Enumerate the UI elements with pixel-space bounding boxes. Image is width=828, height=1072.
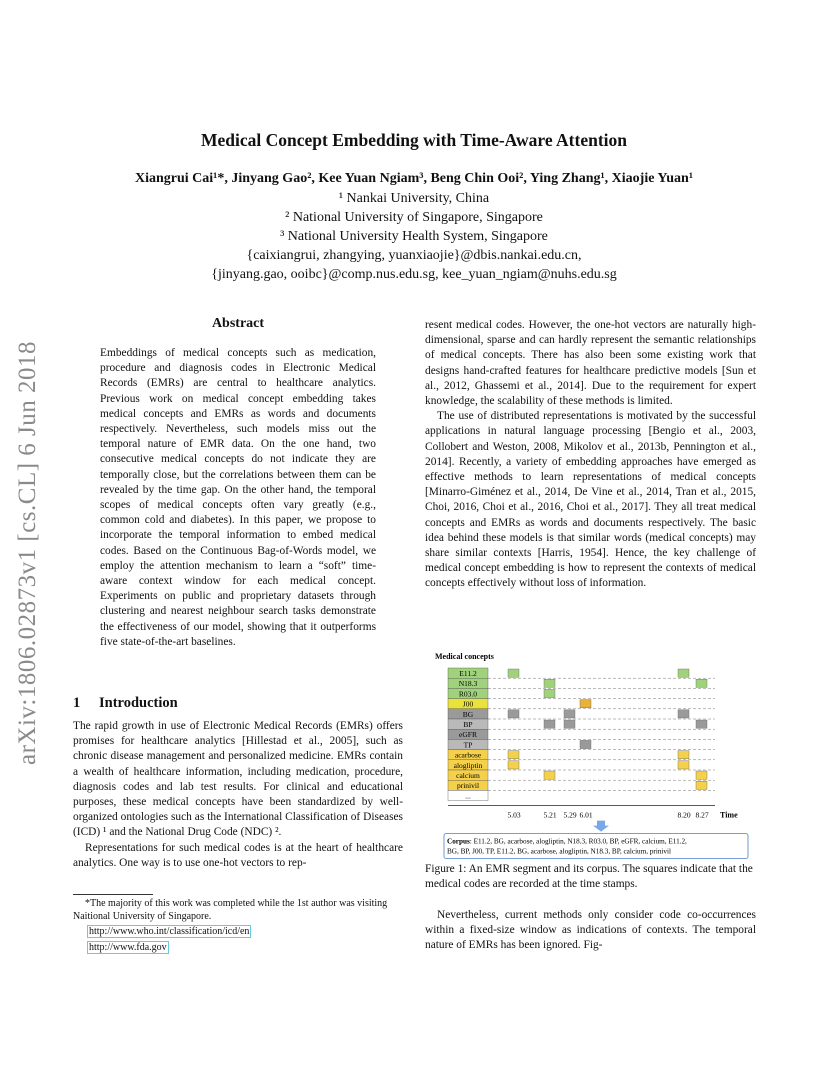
event-square bbox=[564, 720, 575, 728]
paper-title: Medical Concept Embedding with Time-Aware Attention bbox=[201, 130, 627, 150]
time-tick-label: 6.01 bbox=[579, 810, 593, 820]
event-square bbox=[696, 781, 707, 789]
event-square bbox=[678, 761, 689, 769]
footnote-link-2[interactable]: http://www.fda.gov bbox=[89, 942, 167, 953]
event-square bbox=[564, 710, 575, 718]
figure-1 bbox=[430, 650, 760, 860]
event-square bbox=[678, 751, 689, 759]
intro-paragraph-2: Representations for such medical codes is at the heart of healthcare analytics. One way is to use one-hot vectors to rep- bbox=[73, 841, 403, 869]
event-square bbox=[508, 751, 519, 759]
event-square bbox=[678, 710, 689, 718]
event-square bbox=[544, 720, 555, 728]
emr-timeline-figure bbox=[430, 650, 760, 860]
event-square bbox=[544, 689, 555, 697]
arxiv-stamp: arXiv:1806.02873v1 [cs.CL] 6 Jun 2018 bbox=[14, 340, 41, 765]
section-title: Introduction bbox=[99, 695, 178, 711]
down-arrow-icon bbox=[593, 821, 609, 832]
event-square bbox=[678, 669, 689, 677]
event-square bbox=[580, 700, 591, 708]
time-tick-label: 8.20 bbox=[677, 810, 691, 820]
email-line-1: {caixiangrui, zhangying, yuanxiaojie}@dbis.nankai.edu.cn, bbox=[246, 248, 582, 263]
code-label: eGFR bbox=[459, 730, 477, 740]
event-square bbox=[696, 720, 707, 728]
affiliation-3: ³ National University Health System, Singapore bbox=[280, 229, 548, 244]
code-label: R03.0 bbox=[458, 689, 478, 699]
event-square bbox=[696, 771, 707, 779]
corpus-line-1: Corpus: E11.2, BG, acarbose, alogliptin, N18.3, R03.0, BP, eGFR, calcium, E11.2, bbox=[447, 837, 687, 846]
right-paragraph-1: resent medical codes. However, the one-hot vectors are naturally high-dimensional, sparse and can hardly represent the semantic relationships of medical concepts. There has also been some existing work that designs hand-crafted features for healthcare predictive models [Sun et al., 2012, Ghassemi et al., 2014]. Due to the requirement for expert knowledge, the scalability of these methods is limited. bbox=[425, 319, 756, 408]
event-square bbox=[508, 669, 519, 677]
intro-paragraph-1: The rapid growth in use of Electronic Medical Records (EMRs) offers promises for healthcare analytics [Hillestad et al., 2005], such as chronic disease management and personalized medicine. EMRs contain a wealth of healthcare information, including medication, procedure, diagnosis codes and lab test results. For clinical and educational purposes, these medical concepts have been standardized by well-organized ontologies such as the International Classification of Diseases (ICD) ¹ and the National Drug Code (NDC) ². bbox=[73, 720, 403, 839]
section-heading-intro bbox=[73, 695, 178, 712]
affiliation-2: ² National University of Singapore, Singapore bbox=[285, 210, 543, 225]
time-tick-label: 5.03 bbox=[507, 810, 521, 820]
event-square bbox=[508, 761, 519, 769]
corpus-line-2: BG, BP, J00, TP, E11.2, BG, acarbose, alogliptin, N18.3, BP, calcium, prinivil bbox=[447, 847, 672, 856]
code-label: calcium bbox=[456, 771, 480, 780]
affiliation-1: ¹ Nankai University, China bbox=[338, 191, 490, 206]
abstract-text: Embeddings of medical concepts such as medication, procedure and diagnosis codes in Electronic Medical Records (EMRs) are central to healthcare analytics. Previous work on medical concept embedding takes medical concepts and EMRs as words and documents respectively. Nevertheless, such models miss out the temporal nature of EMR data. On the one hand, two consecutive medical concepts do not indicate they are temporally close, but the correlations between them can be revealed by the time gap. On the other hand, the temporal scopes of medical concepts often vary greatly (e.g., common cold and diabetes). In this paper, we propose to incorporate the temporal information to embed medical codes. Based on the Continuous Bag-of-Words model, we employ the attention mechanism to learn a “soft” time-aware context window for each medical concept. Experiments on public and proprietary datasets through clustering and nearest neighbour search tasks demonstrate the effectiveness of our model, showing that it outperforms five state-of-the-art baselines. bbox=[100, 347, 376, 648]
event-square bbox=[580, 740, 591, 748]
time-tick-label: 8.27 bbox=[695, 810, 709, 820]
event-square bbox=[508, 710, 519, 718]
footnote-star: *The majority of this work was completed while the 1st author was visiting Naitional University of Singapore. bbox=[73, 898, 388, 922]
figure-caption: Figure 1: An EMR segment and its corpus. The squares indicate that the medical codes are recorded at the time stamps. bbox=[425, 863, 753, 891]
figure-x-title: Time bbox=[720, 810, 738, 820]
code-label: TP bbox=[463, 740, 473, 750]
event-square bbox=[696, 679, 707, 687]
code-label: acarbose bbox=[454, 750, 482, 760]
code-label: BP bbox=[463, 720, 473, 729]
code-label: alogliptin bbox=[453, 760, 483, 770]
footnote-link-1[interactable]: http://www.who.int/classification/icd/en bbox=[89, 926, 250, 937]
time-tick-label: 5.29 bbox=[563, 810, 577, 820]
author-list: Xiangrui Cai¹*, Jinyang Gao², Kee Yuan Ngiam³, Beng Chin Ooi², Ying Zhang¹, Xiaojie Yuan¹ bbox=[134, 171, 694, 186]
code-label: J00 bbox=[462, 699, 474, 709]
figure-y-title: Medical concepts bbox=[435, 652, 494, 661]
code-label: BG bbox=[462, 709, 474, 719]
time-tick-label: 5.21 bbox=[543, 810, 557, 820]
event-square bbox=[544, 771, 555, 779]
abstract-heading: Abstract bbox=[211, 316, 265, 331]
code-label: E11.2 bbox=[459, 669, 477, 678]
code-label: N18.3 bbox=[458, 679, 478, 689]
code-label: ... bbox=[465, 791, 471, 801]
right-paragraph-2: The use of distributed representations is motivated by the successful applications in natural language processing [Bengio et al., 2003, Collobert and Weston, 2008, Mikolov et al., 2013b, Pennington et al., 2014]. Recently, a variety of embedding approaches have emerged as effective methods to learn representations of medical concepts [Minarro-Giménez et al., 2014, De Vine et al., 2014, Tran et al., 2015, Choi, 2016, Choi et al., 2016, Choi et al., 2017]. They all treat medical concepts and EMRs as words and documents respectively. The basic idea behind these models is that similar words (medical concepts) may share similar contexts [Harris, 1954]. Hence, the key challenge of medical concept embedding is how to represent the contexts of medical concepts effectively without loss of information. bbox=[425, 410, 756, 590]
code-label: prinivil bbox=[456, 781, 480, 791]
email-line-2: {jinyang.gao, ooibc}@comp.nus.edu.sg, kee_yuan_ngiam@nuhs.edu.sg bbox=[211, 267, 617, 282]
footnote-rule bbox=[73, 894, 153, 895]
event-square bbox=[544, 679, 555, 687]
right-paragraph-3: Nevertheless, current methods only consider code co-occurrences within a fixed-size window as indications of contexts. The temporal nature of EMRs has been ignored. Fig- bbox=[425, 909, 756, 952]
section-number: 1 bbox=[73, 695, 81, 711]
